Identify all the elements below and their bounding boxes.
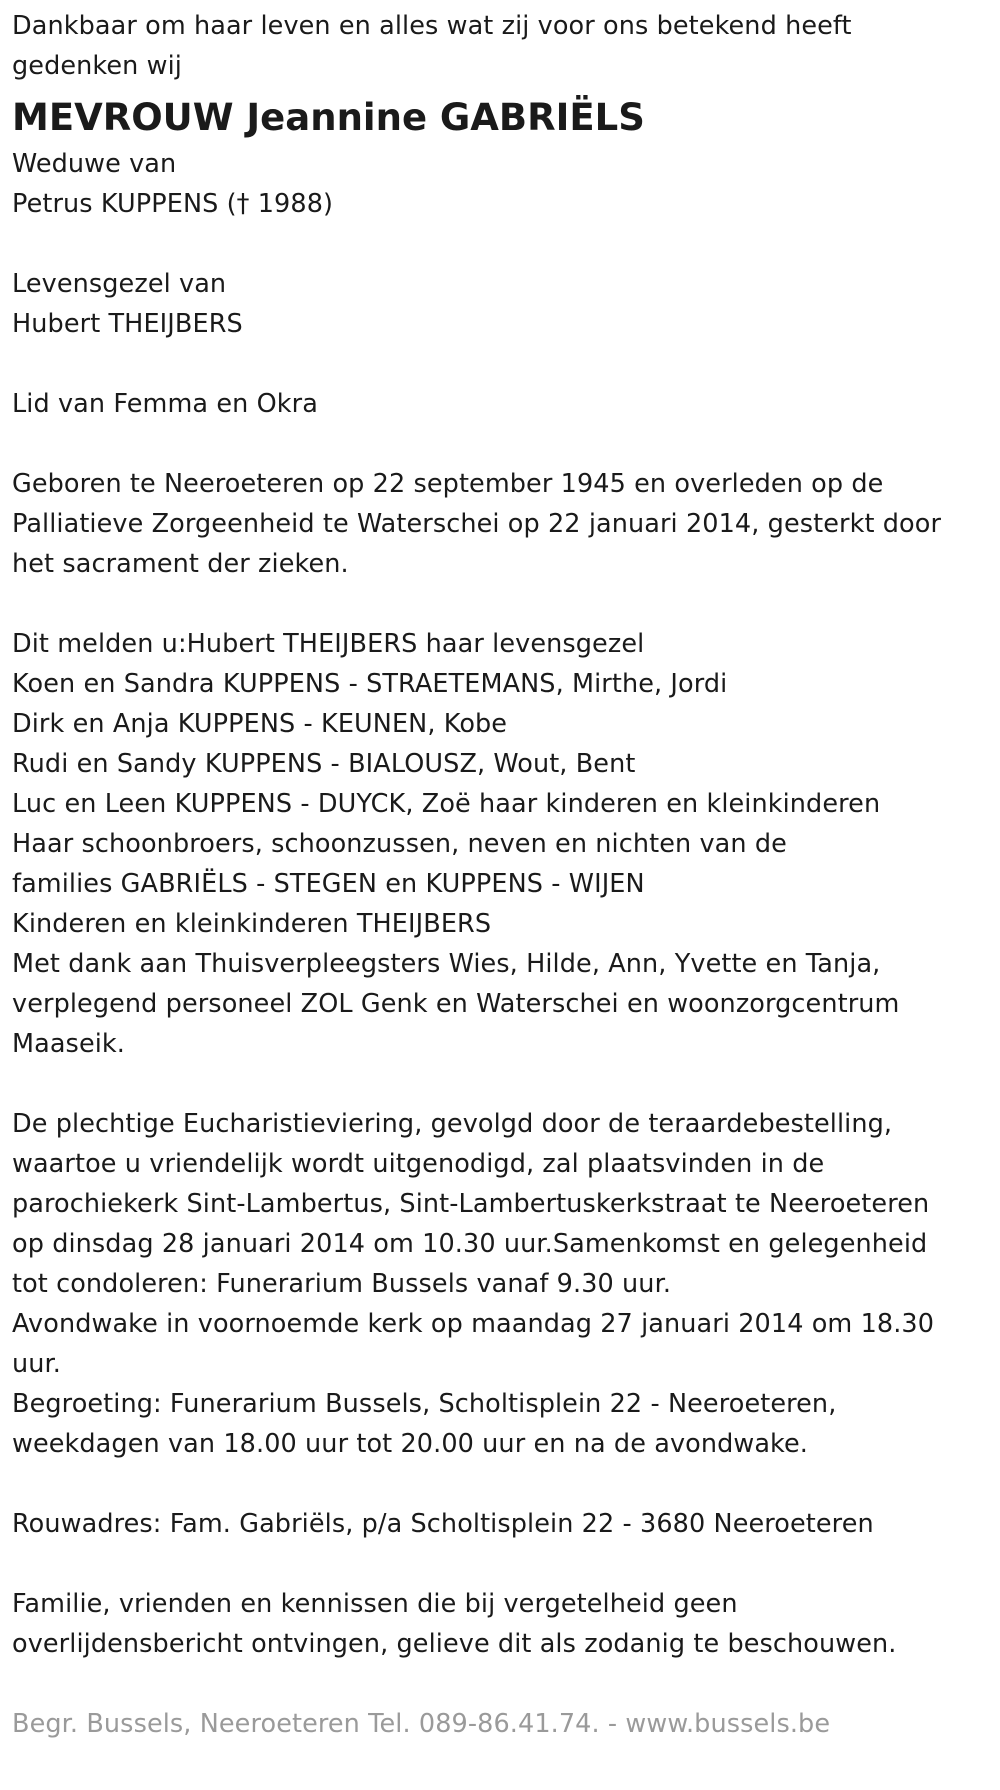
funeral-home-footer: Begr. Bussels, Neeroeteren Tel. 089-86.41.74. - www.bussels.be: [12, 1709, 831, 1739]
spacer: [12, 1544, 988, 1584]
ceremony-line: De plechtige Eucharistieviering, gevolgd door de teraardebestelling,: [12, 1109, 893, 1139]
partner-section: [12, 264, 988, 344]
membership-line: Lid van Femma en Okra: [12, 389, 318, 419]
widow-section: [12, 144, 988, 224]
spacer: [12, 1064, 988, 1104]
ceremony-line: tot condoleren: Funerarium Bussels vanaf 9.30 uur.: [12, 1269, 672, 1299]
spacer: [12, 344, 988, 384]
ceremony-line: weekdagen van 18.00 uur tot 20.00 uur en na de avondwake.: [12, 1429, 809, 1459]
announcer-line: Dirk en Anja KUPPENS - KEUNEN, Kobe: [12, 709, 508, 739]
ceremony-line: op dinsdag 28 januari 2014 om 10.30 uur.Samenkomst en gelegenheid: [12, 1229, 928, 1259]
address-section: [12, 1504, 988, 1544]
announcer-line: Haar schoonbroers, schoonzussen, neven en nichten van de: [12, 829, 787, 859]
closing-line: overlijdensbericht ontvingen, gelieve dit als zodanig te beschouwen.: [12, 1629, 897, 1659]
ceremony-section: [12, 1104, 988, 1464]
spacer: [12, 584, 988, 624]
ceremony-line: waartoe u vriendelijk wordt uitgenodigd, zal plaatsvinden in de: [12, 1149, 825, 1179]
ceremony-line: Avondwake in voornoemde kerk op maandag 27 januari 2014 om 18.30: [12, 1309, 935, 1339]
name-section: [12, 88, 988, 144]
announcer-line: verplegend personeel ZOL Genk en Waterschei en woonzorgcentrum: [12, 989, 900, 1019]
spacer: [12, 1664, 988, 1704]
spacer: [12, 224, 988, 264]
announcer-line: Met dank aan Thuisverpleegsters Wies, Hilde, Ann, Yvette en Tanja,: [12, 949, 881, 979]
widow-line: Petrus KUPPENS († 1988): [12, 189, 334, 219]
ceremony-line: Begroeting: Funerarium Bussels, Scholtisplein 22 - Neeroeteren,: [12, 1389, 837, 1419]
partner-line: Hubert THEIJBERS: [12, 309, 243, 339]
intro-section: [12, 6, 988, 86]
spacer: [12, 1464, 988, 1504]
intro-line: gedenken wij: [12, 51, 182, 81]
partner-line: Levensgezel van: [12, 269, 227, 299]
birth-death-line: Geboren te Neeroeteren op 22 september 1945 en overleden op de: [12, 469, 884, 499]
intro-line: Dankbaar om haar leven en alles wat zij voor ons betekend heeft: [12, 11, 852, 41]
announcer-line: families GABRIËLS - STEGEN en KUPPENS - WIJEN: [12, 869, 645, 899]
birth-death-section: [12, 464, 988, 584]
announcers-section: [12, 624, 988, 1064]
membership-section: [12, 384, 988, 424]
announcer-line: Rudi en Sandy KUPPENS - BIALOUSZ, Wout, Bent: [12, 749, 636, 779]
deceased-name: MEVROUW Jeannine GABRIËLS: [12, 96, 645, 139]
spacer: [12, 424, 988, 464]
closing-line: Familie, vrienden en kennissen die bij vergetelheid geen: [12, 1589, 738, 1619]
announcer-line: Maaseik.: [12, 1029, 125, 1059]
widow-line: Weduwe van: [12, 149, 177, 179]
announcer-line: Koen en Sandra KUPPENS - STRAETEMANS, Mirthe, Jordi: [12, 669, 728, 699]
announcer-line: Kinderen en kleinkinderen THEIJBERS: [12, 909, 492, 939]
ceremony-line: parochiekerk Sint-Lambertus, Sint-Lambertuskerkstraat te Neeroeteren: [12, 1189, 930, 1219]
announcer-line: Dit melden u:Hubert THEIJBERS haar levensgezel: [12, 629, 645, 659]
announcer-line: Luc en Leen KUPPENS - DUYCK, Zoë haar kinderen en kleinkinderen: [12, 789, 881, 819]
birth-death-line: Palliatieve Zorgeenheid te Waterschei op 22 januari 2014, gesterkt door: [12, 509, 942, 539]
closing-section: [12, 1584, 988, 1664]
mourning-address: Rouwadres: Fam. Gabriëls, p/a Scholtisplein 22 - 3680 Neeroeteren: [12, 1509, 874, 1539]
birth-death-line: het sacrament der zieken.: [12, 549, 349, 579]
ceremony-line: uur.: [12, 1349, 61, 1379]
